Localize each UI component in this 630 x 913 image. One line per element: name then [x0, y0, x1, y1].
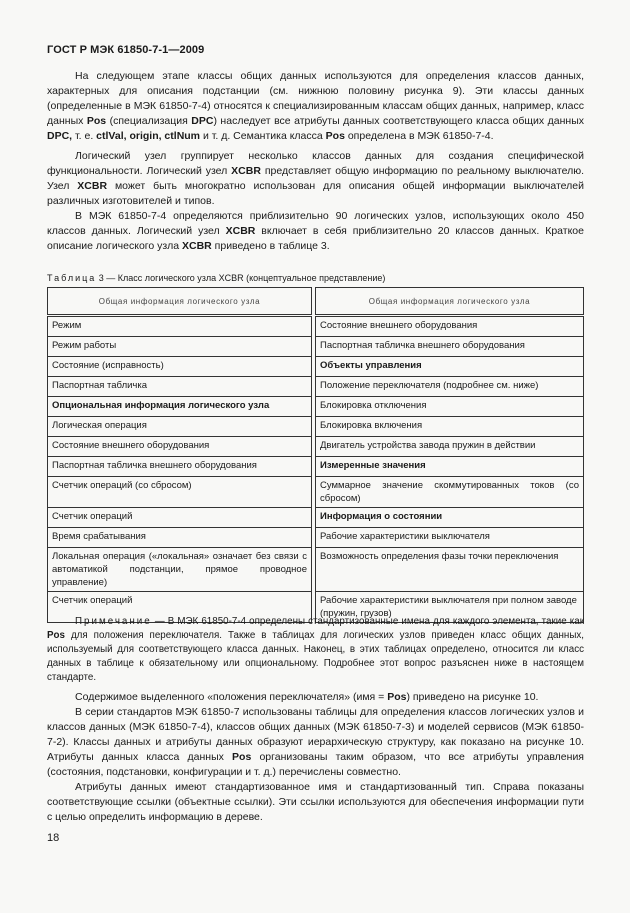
table-cell-left: Счетчик операций: [48, 592, 312, 623]
table-cell-right-heading: Информация о состоянии: [316, 508, 584, 528]
table-row: [48, 316, 584, 337]
table-cell-left: Счетчик операций (со сбросом): [48, 477, 312, 508]
table-row: [48, 417, 584, 437]
page-number: 18: [47, 832, 60, 844]
table-cell-right: Положение переключателя (подробнее см. ниже): [316, 377, 584, 397]
table-row: [48, 508, 584, 528]
table-header-left: Общая информация логического узла: [48, 288, 312, 316]
text: т. е.: [72, 130, 97, 142]
bold-term: Pos: [47, 630, 65, 641]
text: В серии стандартов МЭК 61850-7 использованы таблицы для определения классов логических узлов и классов данных (МЭК 61850-7-4), классов общих данных (МЭК 61850-7-3) и моделей сервисов (МЭК 61850-7-2). Классы данных и атрибуты данных образуют иерархическую структуру, как показано на рисунке 10. Атрибуты данных класса данных: [47, 706, 584, 763]
text: — В МЭК 61850-7-4 определены стандартизованные имена для каждого элемента, такие как: [151, 616, 584, 627]
bold-term: DPC: [191, 115, 214, 127]
text: включает в себя приблизительно 20 классов данных. Краткое описание логического узла: [47, 225, 584, 252]
table-row: [48, 357, 584, 377]
table-row: [48, 397, 584, 417]
text: определена в МЭК 61850-7-4.: [344, 130, 494, 142]
text: для положения переключателя. Также в таблицах для логических узлов приведен класс общих данных, используемый для соответствующего класса данных. Наконец, в этих таблицах определено, относится ли класс данных в таблице к обязательному или опциональному. Подробнее этот вопрос разъяснен ниже в настоящем стандарте.: [47, 630, 584, 683]
table-cell-right: Состояние внешнего оборудования: [316, 316, 584, 337]
table-row: [48, 337, 584, 357]
text: Атрибуты данных имеют стандартизованное имя и стандартизованный тип. Справа показаны соответствующие ссылки (объектные ссылки). Эти ссылки используются для обеспечения информации пути с целью определить информацию в дереве.: [47, 781, 584, 823]
paragraph-5: [47, 705, 584, 780]
table-row: [48, 437, 584, 457]
text: приведено в таблице 3.: [211, 240, 330, 252]
note-label: Примечание: [75, 616, 152, 627]
table-cell-right-heading: Объекты управления: [316, 357, 584, 377]
bold-term: Pos: [325, 130, 345, 142]
text: Содержимое выделенного «положения переключателя» (имя =: [75, 691, 388, 703]
table-cell-left: Режим: [48, 316, 312, 337]
text: (специализация: [106, 115, 192, 127]
table-cell-left: Логическая операция: [48, 417, 312, 437]
bold-term: XCBR: [77, 180, 108, 192]
bold-term: XCBR: [225, 225, 256, 237]
text: представляет общую информацию по реальному выключателю. Узел: [47, 165, 584, 192]
paragraph-6: [47, 780, 584, 825]
table-cell-right: Блокировка отключения: [316, 397, 584, 417]
bold-term: DPC,: [47, 130, 73, 142]
text: организованы таким образом, что все атрибуты управления (состояния, подстановки, конфигурации и т. д.) перечислены совместно.: [47, 751, 584, 778]
table-cell-left: Состояние внешнего оборудования: [48, 437, 312, 457]
table-cell-left: Счетчик операций: [48, 508, 312, 528]
table-cell-right-heading: Измеренные значения: [316, 457, 584, 477]
bold-term: XCBR: [231, 165, 261, 177]
table-cell-right: Двигатель устройства завода пружин в действии: [316, 437, 584, 457]
text: В МЭК 61850-7-4 определяются приблизительно 90 логических узлов, использующих около 450 классов данных. Логический узел: [47, 210, 584, 237]
table-header-row: [48, 288, 584, 316]
bold-term: ctlVal, origin, ctlNum: [96, 130, 201, 142]
bold-term: Pos: [232, 751, 252, 763]
caption-label: Таблица: [47, 273, 97, 283]
bold-term: Pos: [86, 115, 107, 127]
table-cell-left: Паспортная табличка внешнего оборудования: [48, 457, 312, 477]
table-row: [48, 377, 584, 397]
document-header: ГОСТ Р МЭК 61850-7-1—2009: [47, 44, 205, 56]
table-cell-left: Паспортная табличка: [48, 377, 312, 397]
caption-text: 3 — Класс логического узла XCBR (концептуальное представление): [96, 273, 386, 283]
table-cell-left: Режим работы: [48, 337, 312, 357]
table-cell-left-heading: Опциональная информация логического узла: [48, 397, 312, 417]
table-cell-right: Суммарное значение скоммутированных токов (со сбросом): [316, 477, 584, 508]
table-note: [47, 615, 584, 685]
table-cell-right: Паспортная табличка внешнего оборудования: [316, 337, 584, 357]
table-cell-right: Блокировка включения: [316, 417, 584, 437]
table-cell-left: Время срабатывания: [48, 528, 312, 548]
text: ) наследует все атрибуты данных соответствующего класса общих данных: [213, 115, 584, 127]
paragraph-2: [47, 149, 584, 209]
text: Логический узел группирует несколько классов данных для создания специфической функциональности. Логический узел: [47, 150, 584, 177]
table-row: [48, 477, 584, 508]
table-row: [48, 457, 584, 477]
table-row: [48, 528, 584, 548]
table-cell-right: Рабочие характеристики выключателя: [316, 528, 584, 548]
table-cell-left: Состояние (исправность): [48, 357, 312, 377]
table-row: [48, 548, 584, 592]
paragraph-3: [47, 209, 584, 254]
paragraph-4: [47, 690, 584, 705]
text: и т. д. Семантика класса: [200, 130, 326, 142]
text: На следующем этапе классы общих данных используются для определения классов данных, характерных для описания подстанции (см. нижнюю половину рисунка 9). Эти классы данных (определенные в МЭК 61850-7-4) относятся к специализированным классам общих данных, например, класс данных: [47, 70, 584, 127]
table-cell-right: Возможность определения фазы точки переключения: [316, 548, 584, 592]
text: ) приведено на рисунке 10.: [406, 691, 539, 703]
text: может быть многократно использован для описания общей информации выключателей различных изготовителей и типов.: [47, 180, 584, 207]
bold-term: Pos: [387, 691, 407, 703]
paragraph-1: [47, 69, 584, 144]
table-cell-right: Рабочие характеристики выключателя при полном заводе (пружин, грузов): [316, 592, 584, 623]
bold-term: XCBR: [181, 240, 212, 252]
table-cell-left: Локальная операция («локальная» означает без связи с автоматикой подстанции, прямое проводное управление): [48, 548, 312, 592]
table-caption: [47, 271, 385, 286]
logical-node-table: [47, 287, 584, 623]
table-header-right: Общая информация логического узла: [316, 288, 584, 316]
